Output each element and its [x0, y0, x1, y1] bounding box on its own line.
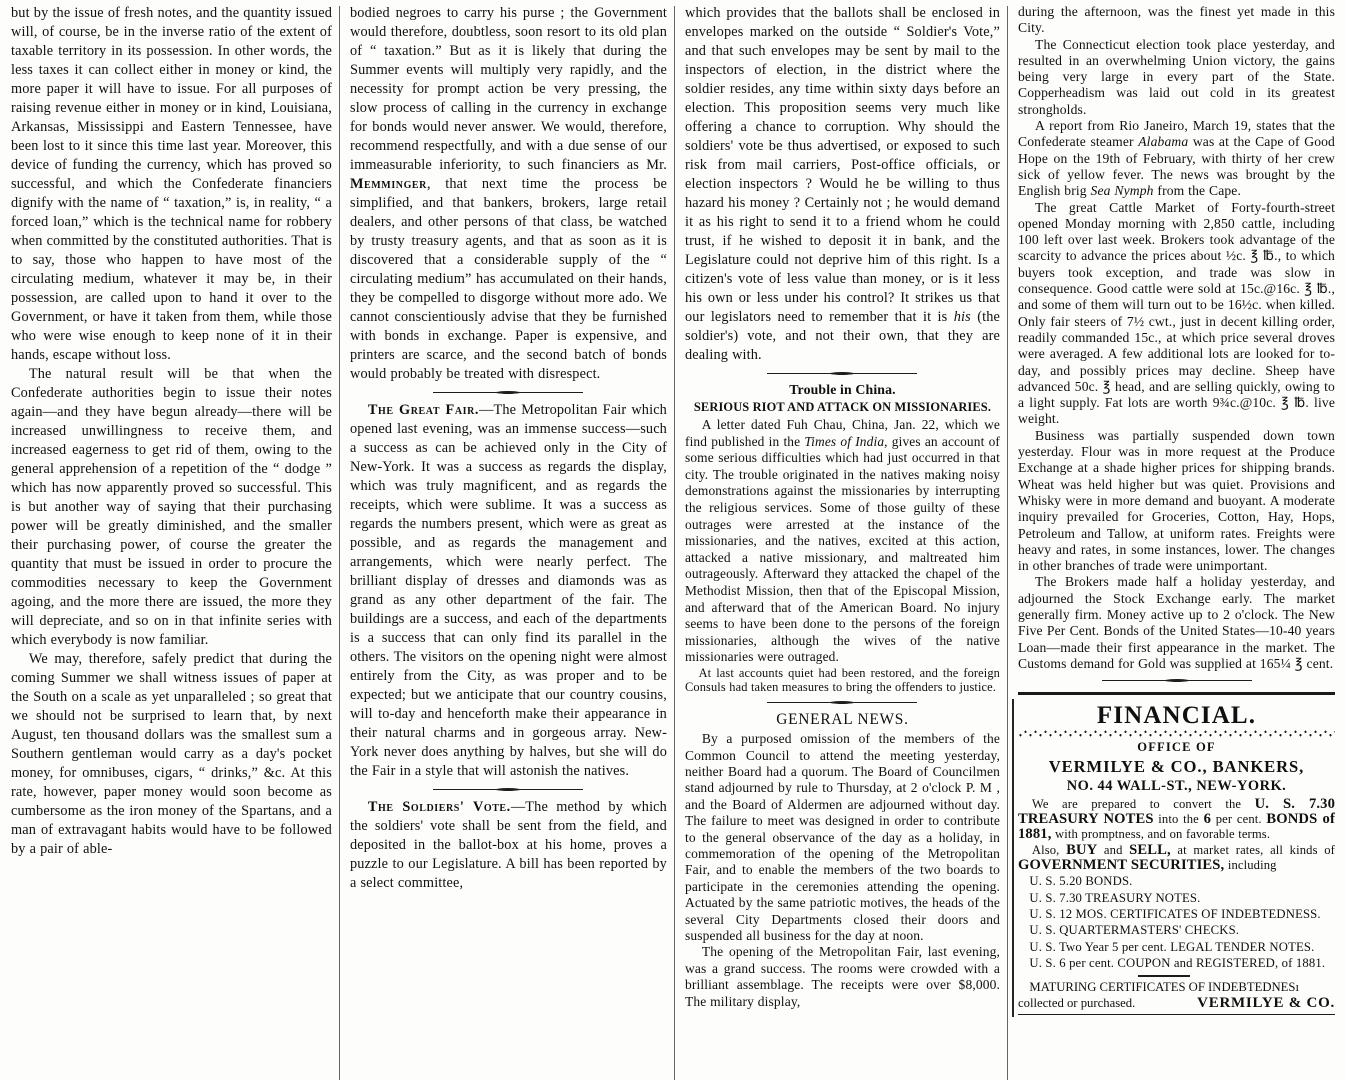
publication-times-of-india: Times of India — [804, 433, 885, 449]
paragraph-cattle-market: The great Cattle Market of Forty-fourth-street opened Monday morning with 2,850 cattle, including 100 left over last week. Brokers took advantage of the scarcity to advance the prices about ½c. ℥ ℔., to which buyers took exception, and trade was slow in consequence. Good cattle were sold at 15c.@16c. ℥ ℔., and some of them will turn out to be 16½c. when killed. Only fair steers of 7½ cwt., just in decent killing order, readily commanded 15c., at which price several droves were averaged. A few additional lots are looked for to-day, and possibly prices may decline. Sheep have advanced 50c. ℥ head, and are selling quickly, owing to a light supply. Fat lots are worth 9¾c.@10c. ℥ ℔. live weight. — [1018, 199, 1335, 427]
ad-list-item: U. S. 6 per cent. COUPON and REGISTERED, of 1881. — [1029, 956, 1326, 971]
text-run: (the soldier's) vote, and not their own, that they are dealing with. — [684, 309, 1000, 363]
ad-list-item: U. S. 12 MOS. CERTIFICATES OF INDEBTEDNESS. — [1029, 906, 1321, 921]
paragraph: during the afternoon, was the finest yet made in this City. — [1018, 4, 1335, 36]
ad-address: NO. 44 WALL-ST., NEW-YORK. — [1066, 778, 1287, 795]
article-soldiers-vote — [350, 798, 667, 893]
text-run: which provides that the ballots shall be enclosed in envelopes marked on the outside “ Soldier's Vote,” and that such envelopes may be sent by mail to the inspectors of election, in the district where the soldier resides, any time within sixty days before an election. This proposition seems very much like offering a chance to corruption. Why should the soldiers' vote be thus advertised, or exposed to such risk from mail carriers, Post-office officials, or election inspectors ? Would he be willing to thus hazard his money ? Certainly not ; he would demand it as his right to send it to a friend whom he could trust, if he wished to deposit it in bank, and the Legislature could not deprive him of this right. Is a citizen's vote of less value than money, or is it less his own or less under his control? — [684, 5, 1000, 306]
ad-bottom-rule — [1018, 1014, 1335, 1015]
headline-great-fair: The Great Fair. — [367, 402, 480, 418]
ad-paragraph-convert — [1018, 797, 1335, 842]
ad-collected-text: collected or purchased. — [1018, 995, 1136, 1010]
paragraph: At last accounts quiet had been restored, and the foreign Consuls had taken measures to bring the offenders to justice. — [684, 665, 1000, 694]
column-rule — [1007, 6, 1008, 1080]
column-1 — [2, 4, 341, 1080]
text-run: , gives an account of some serious difficulties which had just occurred in that city. The trouble originated in the natives making noisy demonstrations against the missionaries by interrupting the religious services. Some of those guilty of these outrages were arrested at the instance of the missionaries, and the natives, excited at this action, attacked a native missionary, and maltreated him outrageously. Afterward they attacked the chapel of the Methodist Mission, then that of the Episcopal Mission, and afterward that of the American Board. No injury seems to have been done to the persons of the foreign missionaries, although the wives of the native missionaries were outraged. — [684, 433, 1001, 665]
paragraph: By a purposed omission of the members of the Common Council to attend the meeting yesterday, neither Board had a quorum. The Board of Councilmen stand adjourned by rule to Thursday, at 2 o'clock P. M , and the Board of Aldermen are adjourned without day. The failure to meet was designed in order to contribute to the general observance of the day as a holiday, in commemoration of the opening of the Metropolitan Fair, and to enable the members of the two boards to participate in the ceremonies attending the opening. Actuated by the same patriotic motives, the heads of the several City Departments closed their doors and suspended all business for the day at noon. — [684, 731, 1000, 943]
article-separator — [433, 788, 583, 791]
ad-signature: VERMILYE & CO. — [1197, 994, 1335, 1011]
headline-general-news: GENERAL NEWS. — [776, 711, 909, 729]
column-2 — [341, 4, 676, 1080]
ad-title: FINANCIAL. — [1096, 702, 1257, 730]
text-run: with promptness, and on favorable terms. — [1051, 827, 1271, 842]
text-run: 6 — [1203, 811, 1212, 828]
column-3 — [676, 4, 1009, 1080]
advertisement-financial — [1018, 692, 1335, 1015]
text-run: was at the Cape of Good Hope on the 19th of February, with thirty of her crew sick of yellow fever. The news was brought by the English brig — [1018, 134, 1335, 199]
ad-paragraph-buy-sell — [1018, 843, 1335, 873]
paragraph: The opening of the Metropolitan Fair, last evening, was a grand success. The rooms were crowded with a brilliant assemblage. The receipts were over $8,000. The military display, — [684, 944, 1000, 1009]
text-run: at market rates, all kinds of — [1170, 843, 1335, 858]
paragraph — [350, 4, 667, 384]
em-dash: — — [479, 402, 494, 418]
article-separator — [767, 701, 917, 704]
text-run: bodied negroes to carry his purse ; the Government would therefore, doubtless, soon resort to its old plan of “ taxation.” But as it is likely that during the Summer events will multiply very rapidly, and the necessity for prompt action be very pressing, the slow process of calling in the currency in exchange for bonds would never answer. We would, therefore, recommend respectfully, and with a due sense of our immeasurable inferiority, to such financiers as Mr. — [349, 5, 667, 173]
ad-office-label: OFFICE OF — [1137, 740, 1216, 755]
headline-trouble-in-china: Trouble in China. — [789, 382, 896, 397]
em-dash: — — [510, 799, 526, 815]
text-run: U. S. 7.30 TREASURY NOTES — [1018, 796, 1335, 828]
text-run: A letter dated Fuh Chau, China, Jan. 22, which we find published in the — [684, 417, 1000, 449]
ad-list-item: U. S. QUARTERMASTERS' CHECKS. — [1029, 923, 1240, 938]
paragraph: The Connecticut election took place yesterday, and resulted in an overwhelming Union victory, the gains being very large in every part of the State. Copperheadism was laid out cold in its greatest strongholds. — [1018, 36, 1335, 117]
text-run: BUY — [1066, 842, 1098, 859]
text-run: It strikes us that our legislators need to remember that it is — [684, 290, 1001, 325]
article-separator — [767, 372, 917, 375]
text-run: Also, — [1031, 843, 1067, 858]
text-run: and — [1097, 843, 1130, 858]
wavy-divider — [1018, 730, 1335, 737]
text-run: from the Cape. — [1153, 183, 1242, 199]
text-run: including — [1224, 858, 1277, 873]
ship-name-sea-nymph: Sea Nymph — [1090, 183, 1154, 199]
paragraph: but by the issue of fresh notes, and the quantity issued will, of course, be in the inverse ratio of the extent of taxable territory in its possession. In other words, the less taxes it can collect either in money or kind, the more paper it will have to issue. For all purposes of raising revenue either in money or in kind, Louisiana, Arkansas, Mississippi and Eastern Tennessee, have been lost to it since this time last year. Moreover, this device of funding the currency, which has proved so successful, and which the Confederate financiers dignify with the name of “ taxation,” is, in reality, “ a forced loan,” which is the technical name for robbery when committed by the constituted authorities. That is to say, those who happen to have most of the circulating medium, whatever it may be, in their possession, are called upon to hand it over to the Government, or have it taken from them, while those who were wise enough to keep none of it in their hands, escape without loss. — [11, 5, 332, 363]
column-rule — [674, 6, 675, 1080]
ad-list-item: U. S. Two Year 5 per cent. LEGAL TENDER NOTES. — [1029, 939, 1315, 954]
text-run: per cent. — [1211, 812, 1267, 827]
ad-list-item: U. S. 7.30 TREASURY NOTES. — [1029, 890, 1201, 905]
paragraph — [685, 4, 1000, 365]
person-name-memminger: Memminger — [349, 176, 427, 192]
article-separator — [1102, 679, 1252, 682]
text-run: The method by which the soldiers' vote shall be sent from the field, and deposited in the ballot-box at his home, proves a puzzle to our Legislature. A bill has been reported by a select committee, — [349, 799, 667, 891]
text-run: The Metropolitan Fair which opened last evening, was an immense success—such a success as can be achieved only in the City of New-York. It was a success as regards the display, which was truly magnificent, and as regards the receipts, which were sublime. It was a success as regards the numbers present, which were as great as possible, and as regards the management and arrangements, which were nearly perfect. The brilliant display of dresses and diamonds was as grand as any other department of the fair. The buildings are a success, and each of the departments is a success that can only find its parallel in the others. The visitors on the opening night were almost entirely from the City, as was proper and to be expected; but we anticipate that our country cousins, will to-day and henceforth make their appearance in their natural charms and in gorgeous array. New-York never does anything by halves, but she will do the Fair in a style that will astonish the natives. — [349, 402, 667, 779]
subheadline-riot-missionaries: SERIOUS RIOT AND ATTACK ON MISSIONARIES. — [693, 400, 992, 414]
paragraph-brokers: The Brokers made half a holiday yesterday, and adjourned the Stock Exchange early. The market generally firm. Money active up to 2 o'clock. The New Five Per Cent. Bonds of the United States—10-40 years Loan—made their first appearance in the market. The Customs demand for Gold was supplied at 165¼ ℥ cent. — [1018, 574, 1335, 671]
text-run: We are prepared to convert the — [1031, 797, 1255, 812]
paragraph-business: Business was partially suspended down town yesterday. Flour was in more request at the Produce Exchange at a shade higher prices for shipping brands. Wheat was held higher but was quiet. Provisions and Whisky were in more demand and buoyant. A moderate inquiry prevailed for Groceries, Cotton, Hay, Hops, Petroleum and Tallow, at uniform rates. Freights were heavy and rates, in some instances, lower. The changes in other branches of trade were unimportant. — [1018, 427, 1335, 574]
ad-maturing-line: MATURING CERTIFICATES OF INDEBTEDNESı — [1029, 979, 1299, 994]
ship-name-alabama: Alabama — [1138, 134, 1189, 150]
ad-list-item: U. S. 5.20 BONDS. — [1029, 874, 1133, 889]
text-run: , that next time the process be simplified, and that bankers, brokers, large retail dealers, and other persons of that class, be watched by trusty treasury agents, and that as soon as it is discovered that a considerable supply of the “ circulating medium” has accumulated on their hands, they be compelled to disgorge without more ado. We cannot conscientiously advise that they be furnished with bonds in exchange. Paper is expensive, and printers are scarce, and the second batch of bonds would probably be treated with disrespect. — [349, 176, 667, 382]
paragraph-rio-janeiro — [1018, 118, 1335, 199]
text-run: BONDS of 1881, — [1018, 811, 1335, 843]
ad-footer — [1018, 996, 1335, 1011]
paragraph: The natural result will be that when the Confederate authorities begin to issue their notes again—and they have begun already—there will be increased unwillingness to receive them, and increased eagerness to get rid of them, owing to the general apprehension of a repetition of the “ dodge ” which has now apparently proved so successful. This is but another way of saying that their purchasing power will be greatly diminished, and the smaller their purchasing power, of course the greater the quantity that must be issued in order to procure the commodities necessary to keep the Government agoing, and the more there are issued, the more they will depreciate, and so on in that infinite series with which everybody is now familiar. — [11, 366, 332, 648]
text-run: GOVERNMENT SECURITIES, — [1018, 857, 1225, 874]
headline-soldiers-vote: The Soldiers' Vote. — [367, 799, 511, 815]
paragraph — [685, 417, 1000, 666]
text-run: A report from Rio Janeiro, March 19, states that the Confederate steamer — [1018, 118, 1335, 150]
article-great-fair — [350, 401, 667, 781]
paragraph: We may, therefore, safely predict that during the coming Summer we shall witness issues of paper at the South on a scale as yet unparalleled ; so great that we should not be surprised to learn that, by next August, ten thousand dollars was the smallest sum a Southern gentleman would carry as a day's pocket money, for omnibuses, cigars, “ drinks,” &c. At this rate, however, paper money would soon become as cumbersome as the iron money of the Spartans, and a man of extravagant habits would have to be followed by a pair of able- — [11, 651, 332, 857]
ad-mini-rule — [1138, 975, 1190, 977]
column-rule — [339, 6, 340, 1080]
text-run: into the — [1153, 812, 1204, 827]
ad-firm-name: VERMILYE & CO., BANKERS, — [1048, 757, 1305, 777]
emphasis-his: his — [953, 309, 971, 325]
article-separator — [433, 391, 583, 394]
text-run: SELL, — [1129, 842, 1171, 859]
column-4 — [1009, 4, 1344, 1080]
